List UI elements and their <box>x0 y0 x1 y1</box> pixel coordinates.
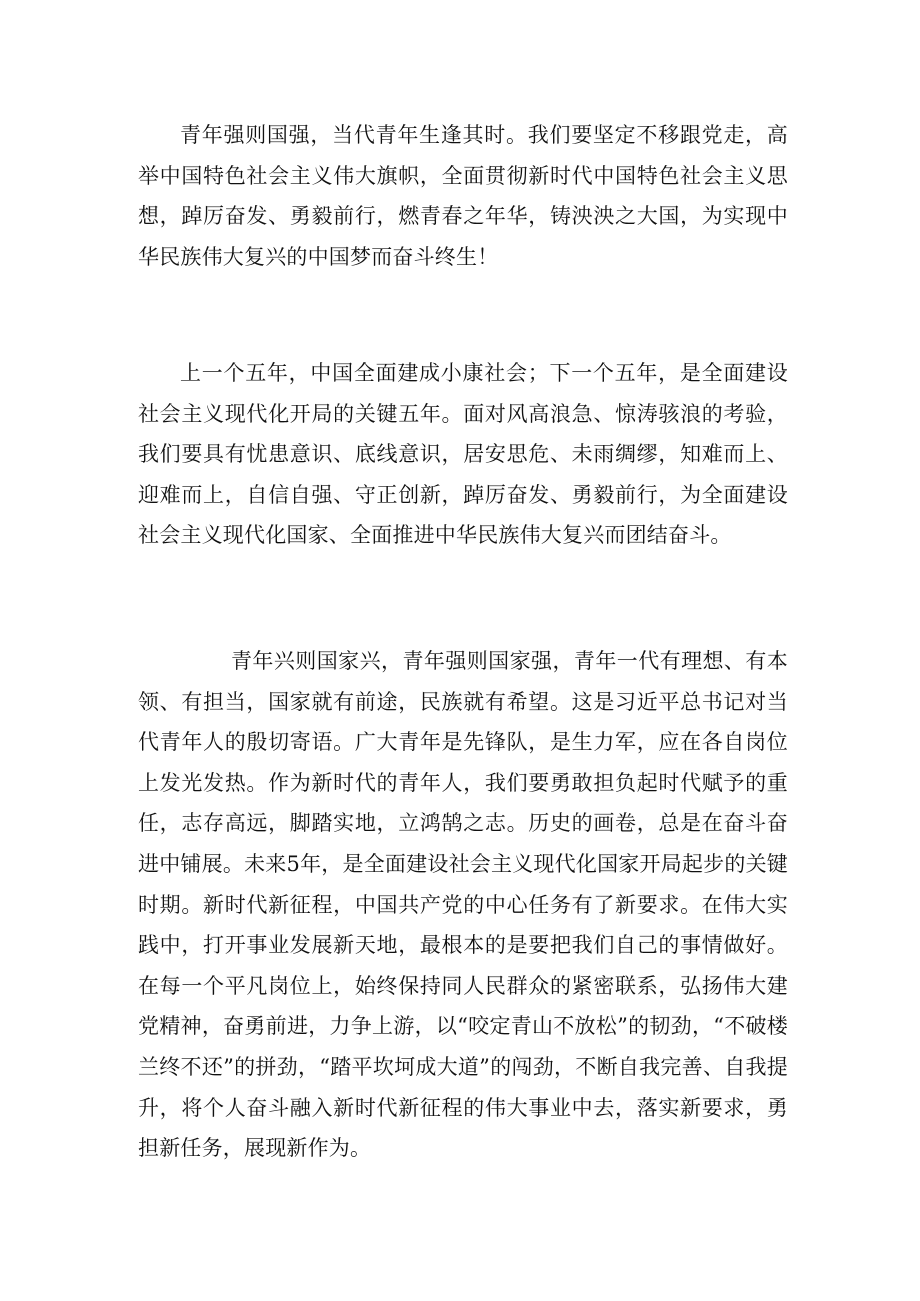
paragraph-1: 青年强则国强，当代青年生逢其时。我们要坚定不移跟党走，高举中国特色社会主义伟大旗帜，全面贯彻新时代中国特色社会主义思想，踔厉奋发、勇毅前行，燃青春之年华，铸泱泱之大国，为实现中华民族伟大复兴的中国梦而奋斗终生！ <box>138 123 788 269</box>
paragraph-3: 青年兴则国家兴，青年强则国家强，青年一代有理想、有本领、有担当，国家就有前途，民族就有希望。这是习近平总书记对当代青年人的殷切寄语。广大青年是先锋队，是生力军，应在各自岗位上发光发热。作为新时代的青年人，我们要勇敢担负起时代赋予的重任，志存高远，脚踏实地，立鸿鹄之志。历史的画卷，总是在奋斗奋进中铺展。未来5年，是全面建设社会主义现代化国家开局起步的关键时期。新时代新征程，中国共产党的中心任务有了新要求。在伟大实践中，打开事业发展新天地，最根本的是要把我们自己的事情做好。在每一个平凡岗位上，始终保持同人民群众的紧密联系，弘扬伟大建党精神，奋勇前进，力争上游，以“咬定青山不放松”的韧劲，“不破楼兰终不还”的拼劲，“踏平坎坷成大道”的闯劲，不断自我完善、自我提升，将个人奋斗融入新时代新征程的伟大事业中去，落实新要求，勇担新任务，展现新作为。 <box>138 649 788 1161</box>
paragraph-2: 上一个五年，中国全面建成小康社会；下一个五年，是全面建设社会主义现代化开局的关键五年。面对风高浪急、惊涛骇浪的考验，我们要具有忧患意识、底线意识，居安思危、未雨绸缪，知难而上、迎难而上，自信自强、守正创新，踔厉奋发、勇毅前行，为全面建设社会主义现代化国家、全面推进中华民族伟大复兴而团结奋斗。 <box>138 361 788 548</box>
